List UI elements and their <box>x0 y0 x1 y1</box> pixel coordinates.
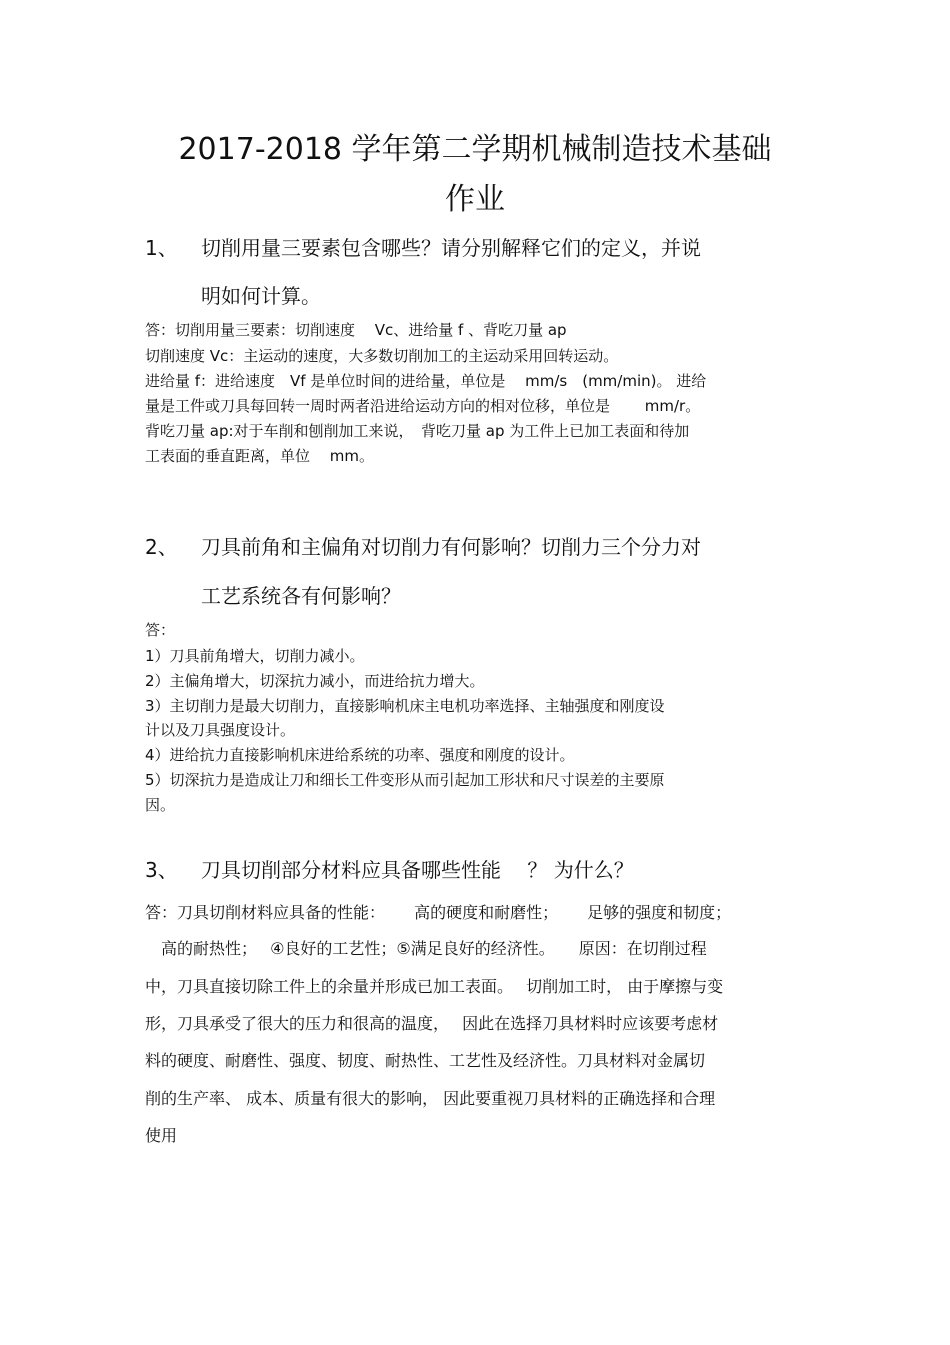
answer-line: 工表面的垂直距离，单位 mm。 <box>145 447 374 465</box>
answer-line: 计以及刀具强度设计。 <box>145 721 296 739</box>
question-number: 2、 <box>145 535 178 559</box>
answer-line: 4）进给抗力直接影响机床进给系统的功率、强度和刚度的设计。 <box>145 746 575 764</box>
answer-line: 削的生产率、 成本、质量有很大的影响， 因此要重视刀具材料的正确选择和合理 <box>145 1089 716 1108</box>
answer-line: 2）主偏角增大，切深抗力减小，而进给抗力增大。 <box>145 672 485 690</box>
answer-line: 答：刀具切削材料应具备的性能： 高的硬度和耐磨性； 足够的强度和韧度； <box>145 903 732 922</box>
answer-line: 因。 <box>145 796 176 814</box>
answer-line: 料的硬度、耐磨性、强度、韧度、耐热性、工艺性及经济性。刀具材料对金属切 <box>145 1051 706 1070</box>
answer-line: 5）切深抗力是造成让刀和细长工件变形从而引起加工形状和尺寸误差的主要原 <box>145 771 665 789</box>
question-text-line1: 切削用量三要素包含哪些？请分别解释它们的定义，并说 <box>201 236 701 260</box>
answer-line: 使用 <box>145 1126 178 1145</box>
question-text-line1: 刀具前角和主偏角对切削力有何影响？切削力三个分力对 <box>201 535 701 559</box>
answer-line: 答：切削用量三要素：切削速度 Vc、进给量 f 、背吃刀量 ap <box>145 321 567 339</box>
question-text-line1: 刀具切削部分材料应具备哪些性能 ？ 为什么？ <box>201 858 634 882</box>
answer-line: 中，刀具直接切除工件上的余量并形成已加工表面。 切削加工时， 由于摩擦与变 <box>145 977 724 996</box>
document-title-line2: 作业 <box>445 182 505 217</box>
answer-line: 量是工件或刀具每回转一周时两者沿进给运动方向的相对位移，单位是 mm/r。 <box>145 397 701 415</box>
document-title-line1: 2017-2018 学年第二学期机械制造技术基础 <box>178 132 772 167</box>
answer-line: 背吃刀量 ap:对于车削和刨削加工来说， 背吃刀量 ap 为工件上已加工表面和待加 <box>145 422 690 440</box>
answer-line: 答： <box>145 621 176 639</box>
answer-line: 形，刀具承受了很大的压力和很高的温度， 因此在选择刀具材料时应该要考虑材 <box>145 1014 719 1033</box>
answer-line: 1）刀具前角增大，切削力减小。 <box>145 647 365 665</box>
answer-line: 进给量 f：进给速度 Vf 是单位时间的进给量，单位是 mm/s (mm/min)。 进给 <box>145 372 707 390</box>
answer-line: 3）主切削力是最大切削力，直接影响机床主电机功率选择、主轴强度和刚度设 <box>145 697 665 715</box>
question-number: 1、 <box>145 236 178 260</box>
answer-line: 切削速度 Vc：主运动的速度，大多数切削加工的主运动采用回转运动。 <box>145 347 619 365</box>
question-text-line2: 工艺系统各有何影响？ <box>201 584 401 608</box>
answer-line: 高的耐热性； ④良好的工艺性；⑤满足良好的经济性。 原因：在切削过程 <box>145 939 707 958</box>
question-text-line2: 明如何计算。 <box>201 284 321 308</box>
question-number: 3、 <box>145 858 178 882</box>
